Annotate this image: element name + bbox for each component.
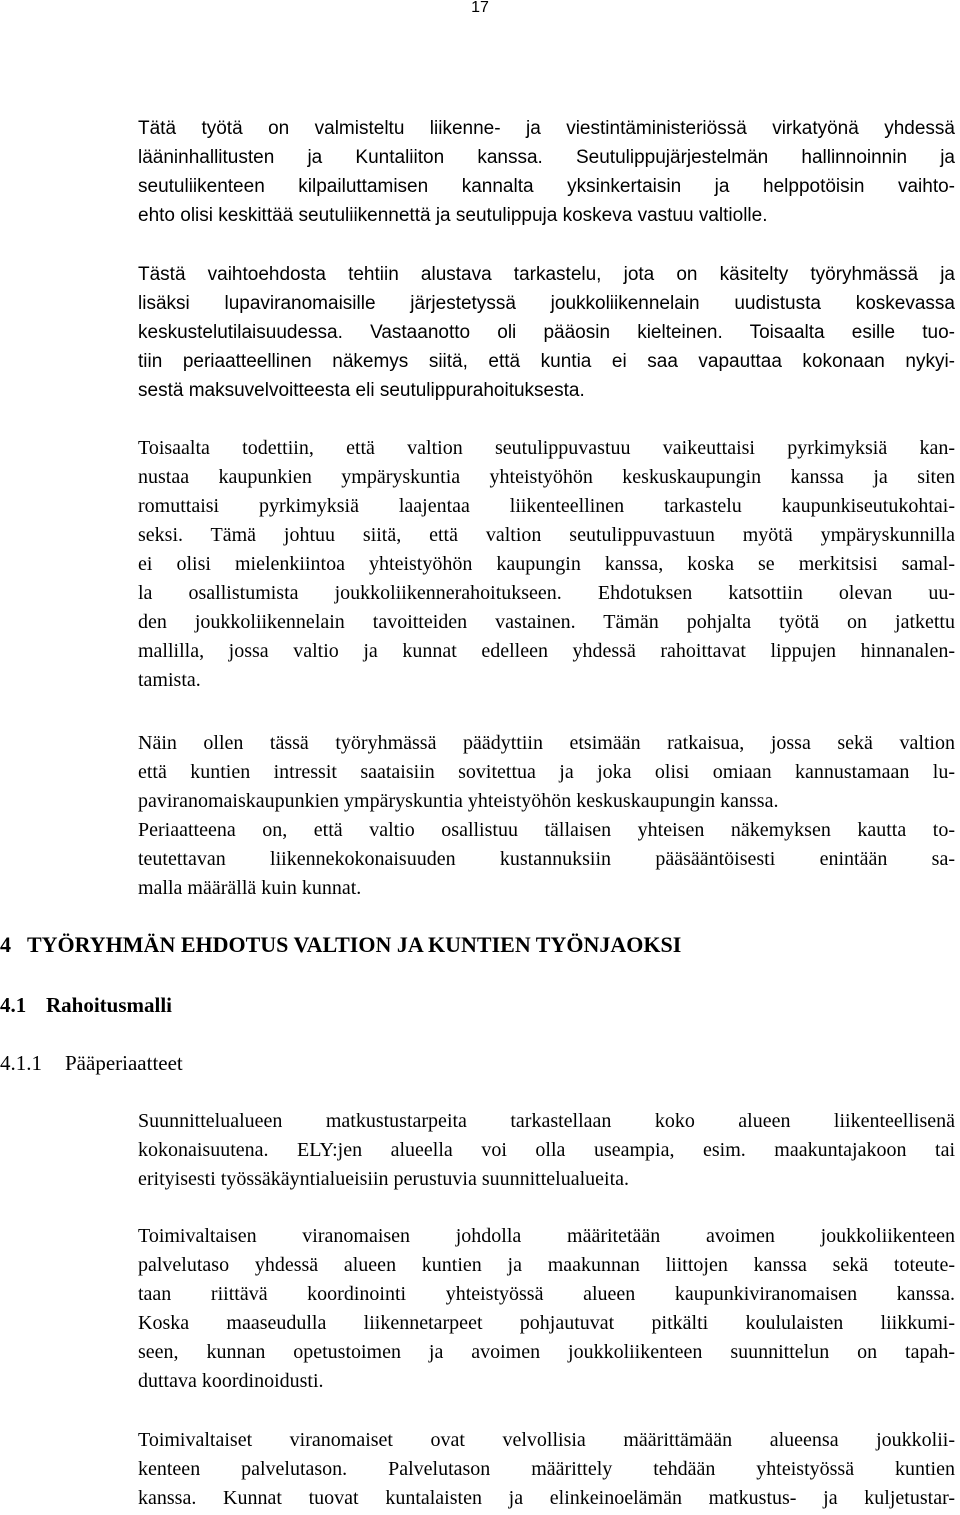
paragraph-7 — [138, 1426, 955, 1513]
text-line: teutettavan liikennekokonaisuuden kustannuksiin pääsääntöisesti enintään sa- — [138, 848, 955, 870]
text-line: lääninhallitusten ja Kuntaliiton kanssa. Seutulippujärjestelmän hallinnoinnin ja — [138, 147, 955, 168]
section-title: TYÖRYHMÄN EHDOTUS VALTION JA KUNTIEN TYÖNJAOKSI — [27, 932, 682, 957]
text-line: mallilla, jossa valtio ja kunnat edelleen yhdessä rahoittavat lippujen hinnanalen- — [138, 640, 955, 662]
text-line: Toimivaltaiset viranomaiset ovat velvollisia määrittämään alueensa joukkolii- — [138, 1429, 955, 1451]
text-line: seen, kunnan opetustoimen ja avoimen joukkoliikenteen suunnittelun on tapah- — [138, 1341, 955, 1363]
text-line: nustaa kaupunkien ympäryskuntia yhteistyöhön keskuskaupungin kanssa ja siten — [138, 466, 955, 488]
subsubsection-number: 4.1.1 — [0, 1051, 42, 1075]
text-line: romuttaisi pyrkimyksiä laajentaa liikenteellinen tarkastelu kaupunkiseutukohtai- — [138, 495, 955, 517]
text-line: että kuntien intressit saataisiin sovitettua ja joka olisi omiaan kannustamaan lu- — [138, 761, 955, 783]
page-number: 17 — [471, 0, 489, 16]
paragraph-6 — [138, 1222, 955, 1396]
text-line: Periaatteena on, että valtio osallistuu tällaisen yhteisen näkemyksen kautta to- — [138, 819, 955, 841]
text-line: malla määrällä kuin kunnat. — [138, 877, 362, 899]
text-line: kanssa. Kunnat tuovat kuntalaisten ja elinkeinoelämän matkustus- ja kuljetustar- — [138, 1487, 955, 1509]
subsubsection-title: Pääperiaatteet — [65, 1051, 183, 1075]
paragraph-1 — [138, 114, 955, 230]
text-line: keskustelutilaisuudessa. Vastaanotto oli pääosin kielteinen. Toisaalta esille tuo- — [138, 322, 955, 343]
text-line: Toisaalta todettiin, että valtion seutulippuvastuu vaikeuttaisi pyrkimyksiä kan- — [138, 437, 955, 459]
text-line: sestä maksuvelvoitteesta eli seutulippurahoituksesta. — [138, 380, 585, 401]
text-line: Näin ollen tässä työryhmässä päädyttiin etsimään ratkaisua, jossa sekä valtion — [138, 732, 955, 754]
text-line: ei olisi mielenkiintoa yhteistyöhön kaupungin kanssa, koska se merkitsisi samal- — [138, 553, 955, 575]
text-line: Toimivaltaisen viranomaisen johdolla määritetään avoimen joukkoliikenteen — [138, 1225, 955, 1247]
section-number: 4 — [0, 932, 11, 957]
text-line: Tätä työtä on valmisteltu liikenne- ja viestintäministeriössä virkatyönä yhdessä — [138, 118, 955, 139]
text-line: lisäksi lupaviranomaisille järjestetyssä joukkoliikennelain uudistusta koskevassa — [138, 293, 955, 314]
text-line: erityisesti työssäkäyntialueisiin perustuvia suunnittelualueita. — [138, 1168, 630, 1190]
section-heading — [0, 931, 681, 959]
text-line: paviranomaiskaupunkien ympäryskuntia yhteistyöhön keskuskaupungin kanssa. — [138, 790, 779, 812]
text-line: Suunnittelualueen matkustustarpeita tarkastellaan koko alueen liikenteellisenä — [138, 1110, 955, 1132]
text-line: duttava koordinoidusti. — [138, 1370, 324, 1392]
subsection-heading — [0, 991, 172, 1019]
text-line: den joukkoliikennelain tavoitteiden vastainen. Tämän pohjalta työtä on jatkettu — [138, 611, 955, 633]
text-line: seksi. Tämä johtuu siitä, että valtion seutulippuvastuun myötä ympäryskunnilla — [138, 524, 955, 546]
subsubsection-heading — [0, 1049, 183, 1077]
paragraph-2 — [138, 260, 955, 405]
paragraph-4 — [138, 729, 955, 903]
subsection-title: Rahoitusmalli — [46, 993, 173, 1017]
text-line: kokonaisuutena. ELY:jen alueella voi olla useampia, esim. maakuntajakoon tai — [138, 1139, 955, 1161]
text-line: palvelutaso yhdessä alueen kuntien ja maakunnan liittojen kanssa sekä toteute- — [138, 1254, 955, 1276]
text-line: kenteen palvelutason. Palvelutason määrittely tehdään yhteistyössä kuntien — [138, 1458, 955, 1480]
text-line: tamista. — [138, 669, 201, 691]
text-line: ehto olisi keskittää seutuliikennettä ja seutulippuja koskeva vastuu valtiolle. — [138, 205, 768, 226]
text-line: Tästä vaihtoehdosta tehtiin alustava tarkastelu, jota on käsitelty työryhmässä ja — [138, 264, 955, 285]
text-line: seutuliikenteen kilpailuttamisen kannalta yksinkertaisin ja helppotöisin vaihto- — [138, 176, 955, 197]
subsection-number: 4.1 — [0, 993, 27, 1017]
text-line: taan riittävä koordinointi yhteistyössä alueen kaupunkiviranomaisen kanssa. — [138, 1283, 955, 1305]
text-line: la osallistumista joukkoliikennerahoitukseen. Ehdotuksen katsottiin olevan uu- — [138, 582, 955, 604]
text-line: tiin periaatteellinen näkemys siitä, että kuntia ei saa vapauttaa kokonaan nykyi- — [138, 351, 955, 372]
paragraph-5 — [138, 1107, 955, 1194]
paragraph-3 — [138, 434, 955, 695]
text-line: Koska maaseudulla liikennetarpeet pohjautuvat pitkälti koululaisten liikkumi- — [138, 1312, 955, 1334]
